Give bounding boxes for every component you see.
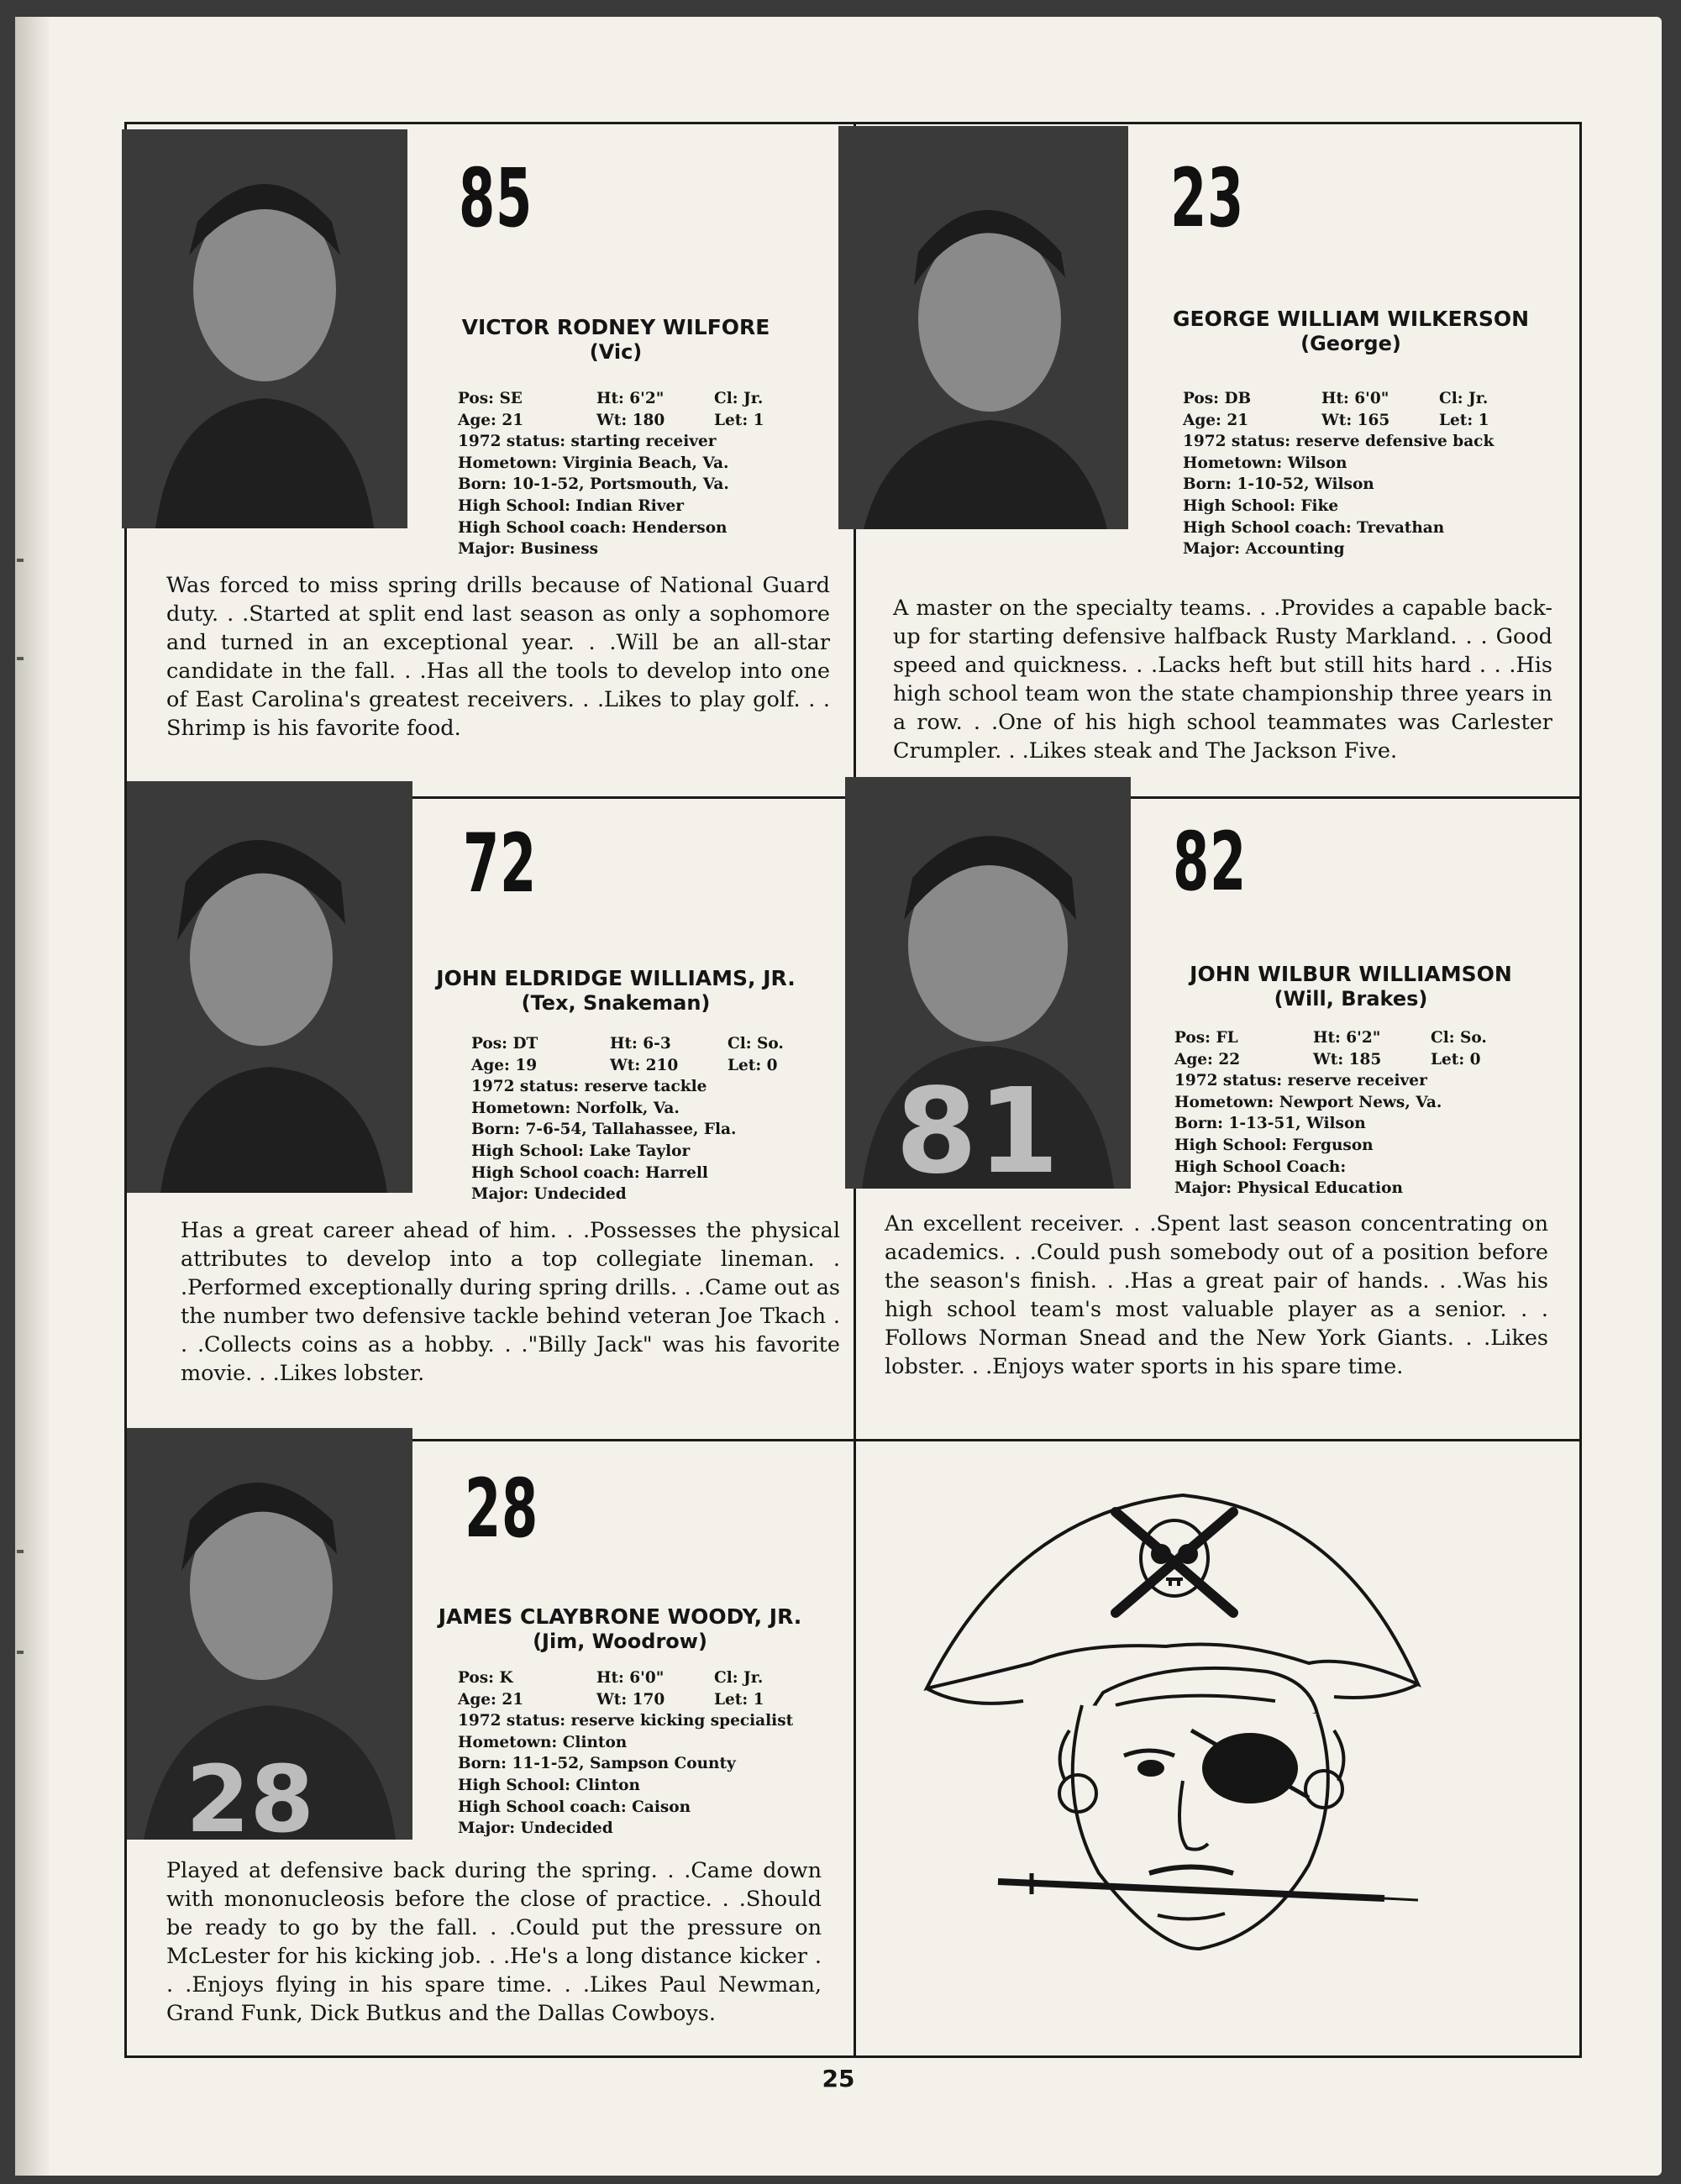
staple-mark: [17, 1550, 24, 1553]
stat-coach: High School coach: Trevathan: [1183, 518, 1445, 537]
stat-pos: Pos: K: [458, 1669, 513, 1687]
stat-let: Let: 1: [714, 411, 764, 429]
stat-cl: Cl: So.: [728, 1035, 784, 1053]
stat-age: Age: 21: [458, 1690, 524, 1709]
player-stats: [1183, 388, 1544, 560]
stat-status: 1972 status: starting receiver: [458, 433, 717, 451]
player-stats: [471, 1033, 824, 1205]
player-stats: [458, 388, 811, 560]
player-photo: [838, 126, 1128, 529]
jersey-number: 28: [465, 1462, 538, 1556]
staple-mark: [17, 657, 24, 660]
stat-hometown: Hometown: Virginia Beach, Va.: [458, 454, 729, 472]
player-photo: [127, 1428, 412, 1840]
svg-text:28: 28: [186, 1746, 315, 1840]
stat-status: 1972 status: reserve tackle: [471, 1078, 707, 1096]
player-name: JAMES CLAYBRONE WOODY, JR.: [438, 1604, 802, 1629]
player-photo: [127, 781, 412, 1193]
player-bio: A master on the specialty teams. . .Provides a capable back-up for starting defensive halfback Rusty Markland. . . Good speed and quickness. . .Lacks heft but still hits hard . . .His high school team won the state championship three years in a row. . .One of his high school teammates was Carlester Crumpler. . .Likes steak and The Jackson Five.: [893, 596, 1552, 764]
stat-pos: Pos: DT: [471, 1035, 538, 1053]
stat-high-school: High School: Ferguson: [1174, 1136, 1374, 1154]
stat-high-school: High School: Indian River: [458, 496, 684, 515]
stat-age: Age: 19: [471, 1056, 538, 1074]
stat-coach: High School coach: Caison: [458, 1798, 691, 1816]
staple-mark: [17, 1651, 24, 1654]
stat-major: Major: Accounting: [1183, 540, 1345, 559]
player-nickname: (Jim, Woodrow): [533, 1630, 707, 1653]
jersey-number: 72: [463, 816, 537, 911]
page-number: 25: [822, 2065, 855, 2092]
stat-wt: Wt: 210: [610, 1056, 679, 1074]
stat-born: Born: 10-1-52, Portsmouth, Va.: [458, 475, 729, 494]
player-name: JOHN WILBUR WILLIAMSON: [1190, 962, 1512, 986]
stat-born: Born: 11-1-52, Sampson County: [458, 1755, 736, 1773]
stat-born: Born: 7-6-54, Tallahassee, Fla.: [471, 1121, 737, 1139]
svg-text:81: 81: [896, 1063, 1059, 1189]
stat-let: Let: 1: [714, 1690, 764, 1709]
stat-major: Major: Undecided: [458, 1819, 613, 1838]
stat-hometown: Hometown: Wilson: [1183, 454, 1347, 472]
stat-hometown: Hometown: Clinton: [458, 1733, 628, 1751]
stat-hometown: Hometown: Norfolk, Va.: [471, 1099, 680, 1117]
stat-let: Let: 0: [728, 1056, 778, 1074]
player-name: JOHN ELDRIDGE WILLIAMS, JR.: [436, 966, 796, 990]
pirate-mascot-logo: [914, 1478, 1435, 2016]
player-bio: Played at defensive back during the spring. . .Came down with mononucleosis before the close of practice. . .Should be ready to go by the fall. . .Could put the pressure on McLester for his kicking job. . .He's a long distance kicker . . .Enjoys flying in his spare time. . .Likes Paul Newman, Grand Funk, Dick Butkus and the Dallas Cowboys.: [166, 1858, 822, 2026]
stat-coach: High School Coach:: [1174, 1158, 1347, 1176]
stat-hometown: Hometown: Newport News, Va.: [1174, 1093, 1442, 1111]
stat-ht: Ht: 6'2": [1313, 1029, 1381, 1047]
stat-cl: Cl: Jr.: [1439, 390, 1489, 407]
player-stats: [458, 1667, 827, 1840]
program-page: [15, 17, 1662, 2176]
stat-coach: High School coach: Harrell: [471, 1163, 708, 1182]
player-stats: [1174, 1027, 1536, 1200]
stat-ht: Ht: 6'0": [596, 1669, 665, 1687]
player-name: GEORGE WILLIAM WILKERSON: [1172, 307, 1530, 331]
stat-pos: Pos: SE: [458, 390, 523, 407]
stat-wt: Wt: 165: [1321, 411, 1390, 429]
stat-let: Let: 1: [1439, 411, 1489, 429]
stat-status: 1972 status: reserve kicking specialist: [458, 1712, 794, 1730]
stat-status: 1972 status: reserve defensive back: [1183, 433, 1495, 451]
binding-gutter: [15, 17, 49, 2176]
stat-high-school: High School: Fike: [1183, 496, 1339, 515]
stat-major: Major: Physical Education: [1174, 1179, 1403, 1198]
stat-ht: Ht: 6-3: [610, 1035, 671, 1053]
stat-born: Born: 1-13-51, Wilson: [1174, 1115, 1366, 1133]
stat-pos: Pos: FL: [1174, 1029, 1238, 1047]
stat-cl: Cl: So.: [1431, 1029, 1487, 1047]
stat-wt: Wt: 185: [1313, 1050, 1382, 1068]
player-bio: Has a great career ahead of him. . .Possesses the physical attributes to develop into a top collegiate lineman. . .Performed exceptionally during spring drills. . .Came out as the number two defensive tackle behind veteran Joe Tkach . . .Collects coins as a hobby. . ."Billy Jack" was his favorite movie. . .Likes lobster.: [181, 1218, 840, 1386]
stat-coach: High School coach: Henderson: [458, 518, 728, 537]
player-nickname: (Will, Brakes): [1274, 987, 1428, 1011]
jersey-number: 82: [1173, 815, 1247, 909]
stat-wt: Wt: 180: [596, 411, 665, 429]
player-name: VICTOR RODNEY WILFORE: [461, 315, 770, 339]
stat-major: Major: Undecided: [471, 1185, 627, 1204]
stat-ht: Ht: 6'0": [1321, 390, 1389, 407]
stat-high-school: High School: Lake Taylor: [471, 1142, 691, 1160]
player-photo: [845, 777, 1131, 1189]
stat-age: Age: 21: [1183, 411, 1249, 429]
stat-cl: Cl: Jr.: [714, 390, 764, 407]
player-photo: [122, 129, 407, 528]
stat-let: Let: 0: [1431, 1050, 1481, 1068]
stat-ht: Ht: 6'2": [596, 390, 665, 407]
stat-age: Age: 22: [1174, 1050, 1241, 1068]
player-nickname: (George): [1300, 332, 1401, 355]
stat-major: Major: Business: [458, 540, 599, 559]
stat-status: 1972 status: reserve receiver: [1174, 1072, 1427, 1090]
stat-born: Born: 1-10-52, Wilson: [1183, 475, 1374, 494]
player-bio: Was forced to miss spring drills because of National Guard duty. . .Started at split end last season as only a sophomore and turned in an exceptional year. . .Will be an all-star candidate in the fall. . .Has all the tools to develop into one of East Carolina's greatest receivers. . .Likes to play golf. . . Shrimp is his favorite food.: [166, 573, 830, 741]
staple-mark: [17, 559, 24, 562]
player-nickname: (Tex, Snakeman): [521, 991, 711, 1015]
stat-pos: Pos: DB: [1183, 390, 1252, 407]
stat-high-school: High School: Clinton: [458, 1776, 640, 1794]
player-bio: An excellent receiver. . .Spent last season concentrating on academics. . .Could push somebody out of a position before the season's finish. . .Has a great pair of hands. . .Was his high school team's most valuable player as a senior. . . Follows Norman Snead and the New York Giants. . .Likes lobster. . .Enjoys water sports in his spare time.: [885, 1211, 1548, 1379]
jersey-number: 23: [1170, 151, 1244, 245]
stat-cl: Cl: Jr.: [714, 1669, 764, 1687]
jersey-number: 85: [459, 151, 533, 245]
stat-age: Age: 21: [458, 411, 524, 429]
player-nickname: (Vic): [589, 340, 643, 364]
stat-wt: Wt: 170: [596, 1690, 665, 1709]
